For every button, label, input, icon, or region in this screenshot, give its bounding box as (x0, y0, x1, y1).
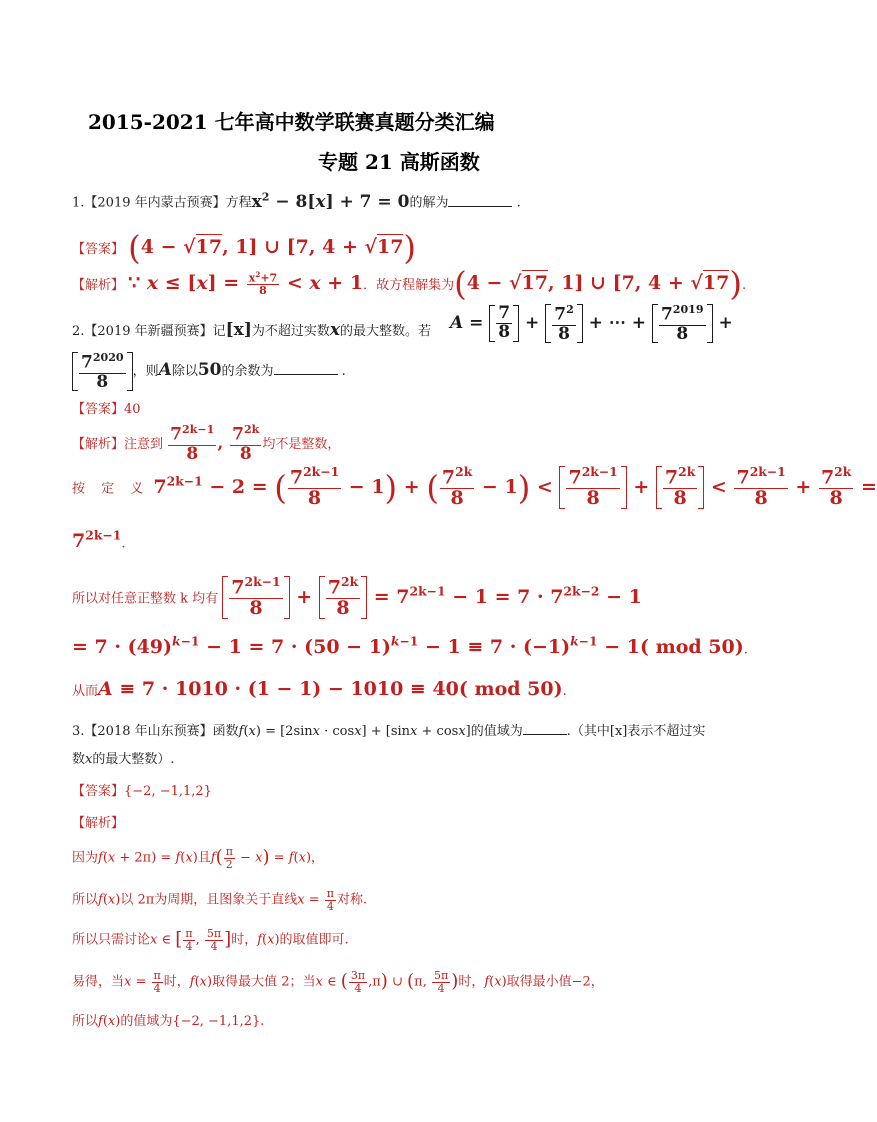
problem-2-statement-line2: $\frac{7^{2020}}{8}$ ，则A除以50的余数为 . (72, 352, 346, 391)
problem-3-analysis-line5: 所以f(x)的值域为{−2, −1,1,2}. (72, 1014, 265, 1029)
problem-2-analysis-line2: 按 定 义 $7^{2k-1} - 2$ = ( $\frac{7^{2k-1}}{8}$ − 1) + ( $\frac{7^{2k}}{8}$ − 1) < $\frac{7^{2k-1}}{8}$ + $\frac{7^{2k}}{8}$ < $\frac{7^{2k-1}}{8}$ + $\frac{7^{2k}}{8}$ = (72, 464, 877, 510)
problem-equation: $x^2 - 8[x] + 7 = 0$ (251, 190, 410, 212)
answer-label: 【答案】 (72, 402, 125, 417)
problem-3-analysis-line2: 所以f(x)以 2π为周期，且图象关于直线x = $\frac{\pi}{4}$ 对称. (72, 887, 368, 913)
problem-number: 2. (72, 324, 85, 339)
analysis-result: (4 − √17, 1] ∪ [7, 4 + √17) (454, 265, 742, 303)
problem-1-answer (72, 229, 417, 267)
problem-3-statement-line2: 数x的最大整数）. (72, 752, 175, 767)
analysis-congruence: = $7 \cdot (49)^{k-1} - 1 = 7 \cdot (50 - 1)^{k-1} - 1 \equiv 7 \cdot (-1)^{k-1} - 1$( mod 50) (72, 634, 744, 659)
problem-2-analysis-line5: = $7 \cdot (49)^{k-1} - 1 = 7 \cdot (50 - 1)^{k-1} - 1 \equiv 7 \cdot (-1)^{k-1} - 1$( mod 50). (72, 634, 748, 659)
answer-value: (4 − √17, 1] ∪ [7, 4 + √17) (128, 229, 417, 267)
analysis-inequality-chain: $7^{2k-1} - 2$ = ( $\frac{7^{2k-1}}{8}$ − 1) + ( $\frac{7^{2k}}{8}$ − 1) < $\frac{7^{2k-1}}{8}$ + $\frac{7^{2k}}{8}$ < $\frac{7^{2k-1}}{8}$ + $\frac{7^{2k}}{8}$ = (153, 464, 877, 510)
problem-2-analysis-line4: 所以对任意正整数 k 均有 $\frac{7^{2k-1}}{8}$ + $\frac{7^{2k}}{8}$ = $7^{2k-1} - 1 = 7 \cdot 7^{2k-2} - 1$ (72, 574, 642, 620)
answer-value: 40 (124, 402, 141, 417)
problem-3-answer (72, 780, 212, 799)
answer-label: 【答案】 (72, 242, 125, 258)
analysis-label: 【解析】 (72, 437, 125, 453)
problem-3-analysis-label: 【解析】 (72, 816, 125, 831)
problem-1-analysis: 【解析】 ∵ x ≤ [x] = $\frac{x^2+7}{8}$ < x + 1．故方程解集为(4 − √17, 1] ∪ [7, 4 + √17). (72, 265, 747, 303)
answer-blank (448, 194, 512, 207)
problem-3-analysis-line4: 易得，当x = $\frac{\pi}{4}$ 时，f(x)取得最大值 2；当x ∈ ( $\frac{3\pi}{4}$ ,π) ∪ (π, $\frac{5\pi}{4}$ )时，f(x)取得最小值−2， (72, 969, 604, 995)
analysis-fractions: $\frac{7^{2k-1}}{8}$ , $\frac{7^{2k}}{8}$ (170, 423, 260, 464)
problem-source: 【2018 年山东预赛】 (84, 724, 213, 739)
problem-2-analysis-line3: $7^{2k-1}$. (72, 528, 126, 553)
analysis-inequality: ∵ x ≤ [x] = $\frac{x^2+7}{8}$ < x + 1 (128, 270, 364, 298)
problem-2-answer (72, 398, 141, 417)
answer-value: {−2, −1,1,2} (124, 784, 212, 799)
analysis-label: 【解析】 (72, 278, 125, 294)
function-body: (x) = [2sinx · cosx] + [sinx + cosx] (243, 724, 471, 739)
problem-3-analysis-line1: 因为f(x + 2π) = f(x)且f( $\frac{\pi}{2}$ − x) = f(x)， (72, 845, 325, 871)
problem-number: 3. (72, 724, 85, 739)
document-title: 2015-2021 七年高中数学联赛真题分类汇编 (88, 110, 495, 134)
answer-blank (274, 362, 338, 375)
problem-3-analysis-line3: 所以只需讨论x ∈ [ $\frac{\pi}{4}$ , $\frac{5\pi}{4}$ ]时，f(x)的取值即可. (72, 927, 349, 953)
problem-2-analysis-line1: 【解析】注意到 $\frac{7^{2k-1}}{8}$ , $\frac{7^{2k}}{8}$ 均不是整数， (72, 423, 341, 464)
problem-1-statement: 1.【2019 年内蒙古预赛】方程$x^2 - 8[x] + 7 = 0$的解为 . (72, 190, 521, 212)
problem-2-sum-expression: A = $\frac{7}{8}$ + $\frac{7^2}{8}$ + ⋯ + $\frac{7^{2019}}{8}$ + (450, 303, 733, 344)
problem-number: 1. (72, 195, 85, 211)
analysis-conclusion: A ≡ 7 · 1010 · (1 − 1) − 1010 ≡ 40( mod 50) (98, 678, 563, 700)
problem-2-analysis-line6: 从而A ≡ 7 · 1010 · (1 − 1) − 1010 ≡ 40( mod 50). (72, 678, 567, 700)
floor-term-2020: $\frac{7^{2020}}{8}$ (72, 352, 133, 391)
document-subtitle: 专题 21 高斯函数 (318, 150, 480, 174)
analysis-identity: $\frac{7^{2k-1}}{8}$ + $\frac{7^{2k}}{8}$ = $7^{2k-1} - 1 = 7 \cdot 7^{2k-2} - 1$ (222, 586, 642, 608)
function-definition: f (238, 724, 244, 739)
answer-label: 【答案】 (72, 784, 125, 799)
problem-source: 【2019 年新疆预赛】 (84, 324, 213, 339)
problem-source: 【2019 年内蒙古预赛】 (84, 195, 226, 211)
answer-blank (523, 722, 567, 735)
problem-3-statement-line1: 3.【2018 年山东预赛】函数f(x) = [2sinx · cosx] + [sinx + cosx]的值域为 .（其中[x]表示不超过实 (72, 724, 706, 739)
problem-2-statement-line1: 2.【2019 年新疆预赛】记[x]为不超过实数x的最大整数。若 (72, 320, 432, 340)
